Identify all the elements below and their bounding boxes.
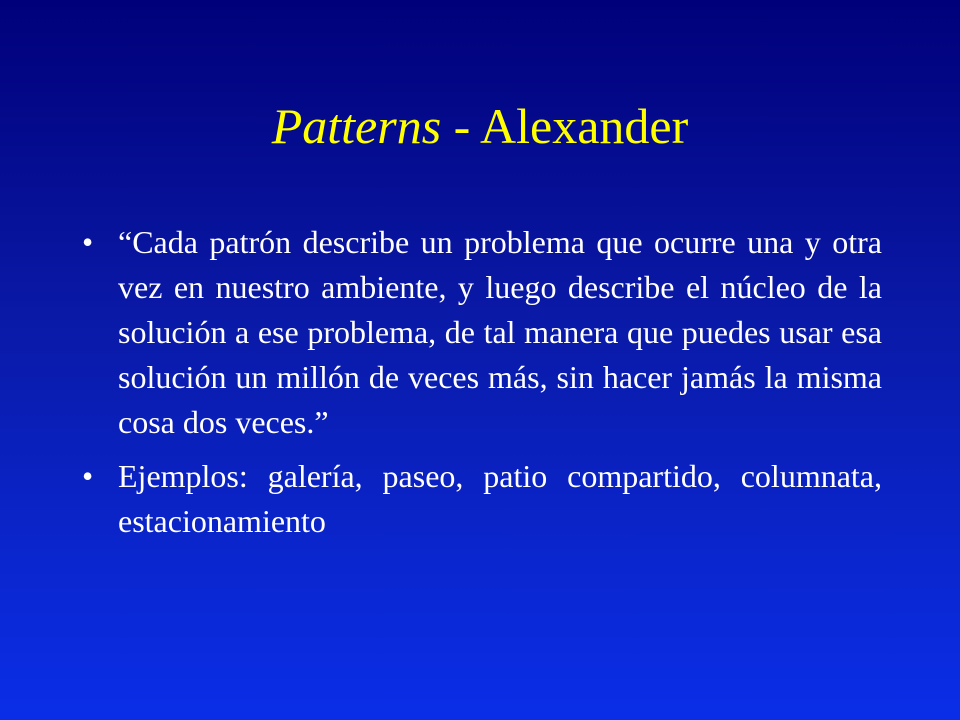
bullet-dot-icon: •: [82, 458, 94, 494]
bullet-list: [82, 220, 882, 553]
slide-title: [0, 94, 960, 158]
bullet-item-quote: [82, 220, 882, 445]
slide-title-rest: - Alexander: [441, 98, 689, 154]
bullet-text-quote: “Cada patrón describe un problema que ocurre una y otra vez en nuestro ambiente, y luego describe el núcleo de la solución a ese problema, de tal manera que puedes usar esa solución un millón de veces más, sin hacer jamás la misma cosa dos veces.”: [118, 224, 882, 440]
slide-title-italic: Patterns: [271, 98, 442, 154]
bullet-dot-icon: •: [82, 224, 94, 260]
bullet-text-examples: Ejemplos: galería, paseo, patio compartido, columnata, estacionamiento: [118, 458, 882, 539]
bullet-item-examples: [82, 454, 882, 544]
